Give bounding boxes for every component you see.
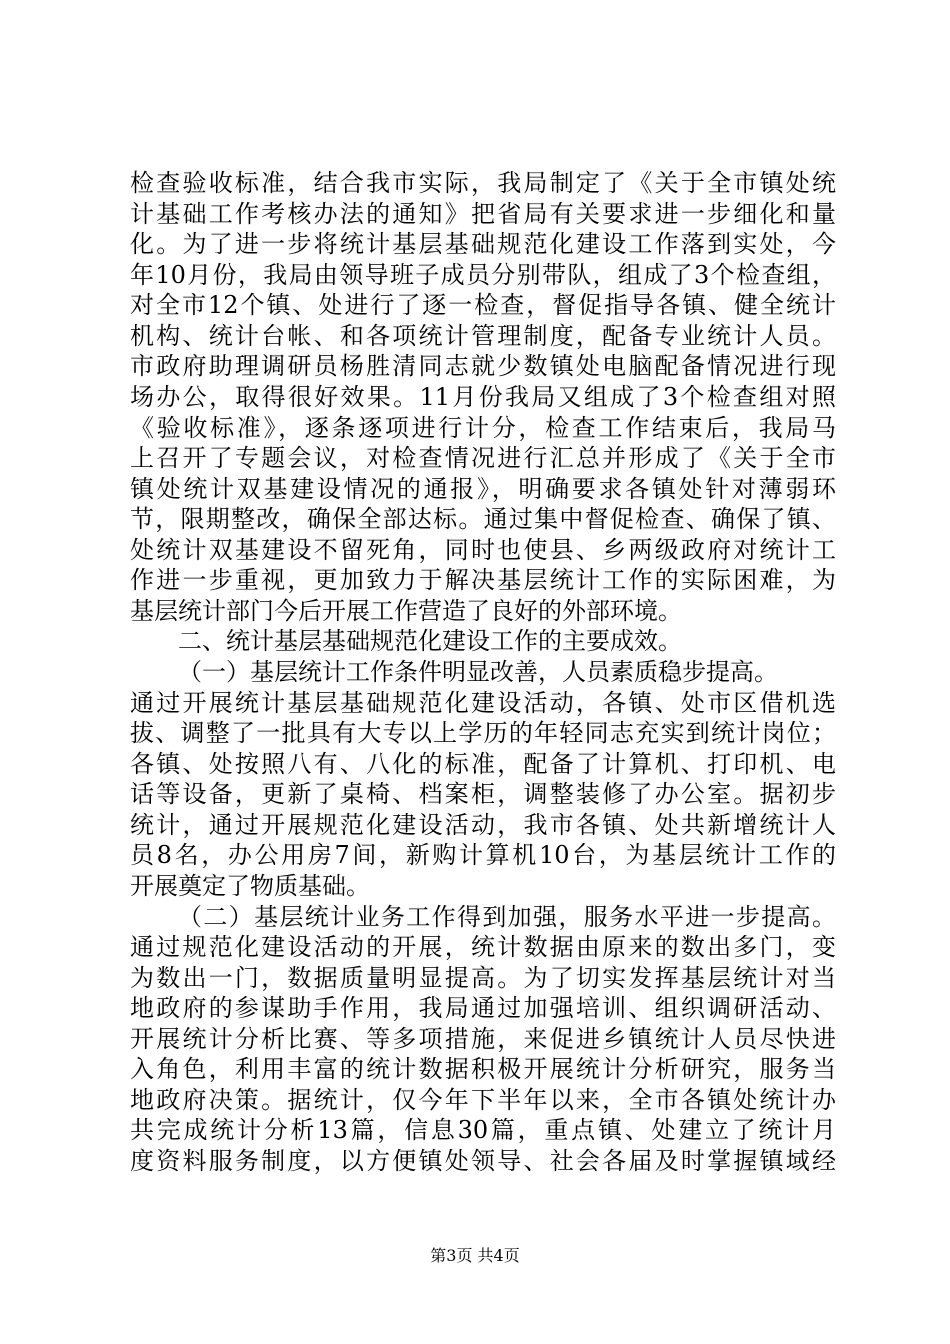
text-line: 检查验收标准，结合我市实际，我局制定了《关于全市镇处统 — [130, 169, 836, 197]
document-body — [130, 168, 836, 1228]
text-line: 入角色，利用丰富的统计数据积极开展统计分析研究，服务当 — [130, 1055, 836, 1084]
text-line: 基层统计部门今后开展工作营造了良好的外部环境。 — [130, 596, 682, 625]
text-line: 度资料服务制度，以方便镇处领导、社会各届及时掌握镇域经 — [130, 1147, 836, 1175]
text-line: 开展奠定了物质基础。 — [130, 871, 370, 900]
text-line: 计基础工作考核办法的通知》把省局有关要求进一步细化和量 — [130, 199, 836, 228]
text-line: 场办公，取得很好效果。11月份我局又组成了3个检查组对照 — [130, 382, 836, 411]
text-line: 镇处统计双基建设情况的通报》，明确要求各镇处针对薄弱环 — [130, 474, 836, 503]
text-line: 员8名，办公用房7间，新购计算机10台，为基层统计工作的 — [130, 841, 836, 870]
text-line: 为数出一门，数据质量明显提高。为了切实发挥基层统计对当 — [130, 963, 836, 992]
text-line: 对全市12个镇、处进行了逐一检查，督促指导各镇、健全统计 — [130, 291, 836, 320]
text-line: 话等设备，更新了桌椅、档案柜，调整装修了办公室。据初步 — [130, 780, 836, 809]
text-line: 开展统计分析比赛、等多项措施，来促进乡镇统计人员尽快进 — [130, 1024, 836, 1053]
text-line: （一）基层统计工作条件明显改善，人员素质稳步提高。 — [178, 658, 778, 686]
text-line: 化。为了进一步将统计基层基础规范化建设工作落到实处，今 — [130, 230, 836, 259]
text-line: 年10月份，我局由领导班子成员分别带队，组成了3个检查组， — [130, 260, 836, 289]
text-line: 通过开展统计基层基础规范化建设活动，各镇、处市区借机选 — [130, 688, 836, 717]
text-line: 上召开了专题会议，对检查情况进行汇总并形成了《关于全市 — [130, 444, 836, 473]
text-line: 《验收标准》，逐条逐项进行计分，检查工作结束后，我局马 — [130, 413, 836, 442]
text-line: 通过规范化建设活动的开展，统计数据由原来的数出多门，变 — [130, 933, 836, 962]
page-number: 第3页 共4页 — [430, 1246, 520, 1265]
text-line: 作进一步重视，更加致力于解决基层统计工作的实际困难，为 — [130, 566, 836, 595]
text-line: 拔、调整了一批具有大专以上学历的年轻同志充实到统计岗位； — [130, 719, 836, 748]
text-line: 节，限期整改，确保全部达标。通过集中督促检查、确保了镇、 — [130, 505, 836, 534]
text-line: （二）基层统计业务工作得到加强，服务水平进一步提高。 — [178, 902, 836, 931]
text-line: 市政府助理调研员杨胜清同志就少数镇处电脑配备情况进行现 — [130, 352, 836, 381]
text-line: 二、统计基层基础规范化建设工作的主要成效。 — [178, 627, 682, 656]
text-line: 处统计双基建设不留死角，同时也使县、乡两级政府对统计工 — [130, 535, 836, 564]
text-line: 地政府决策。据统计，仅今年下半年以来，全市各镇处统计办 — [130, 1085, 836, 1114]
text-line: 地政府的参谋助手作用，我局通过加强培训、组织调研活动、 — [130, 994, 836, 1023]
text-line: 统计，通过开展规范化建设活动，我市各镇、处共新增统计人 — [130, 810, 836, 839]
text-line: 各镇、处按照八有、八化的标准，配备了计算机、打印机、电 — [130, 749, 836, 778]
text-line: 共完成统计分析13篇，信息30篇，重点镇、处建立了统计月 — [130, 1116, 836, 1145]
text-line: 机构、统计台帐、和各项统计管理制度，配备专业统计人员。 — [130, 321, 836, 350]
page-footer — [0, 1246, 950, 1266]
